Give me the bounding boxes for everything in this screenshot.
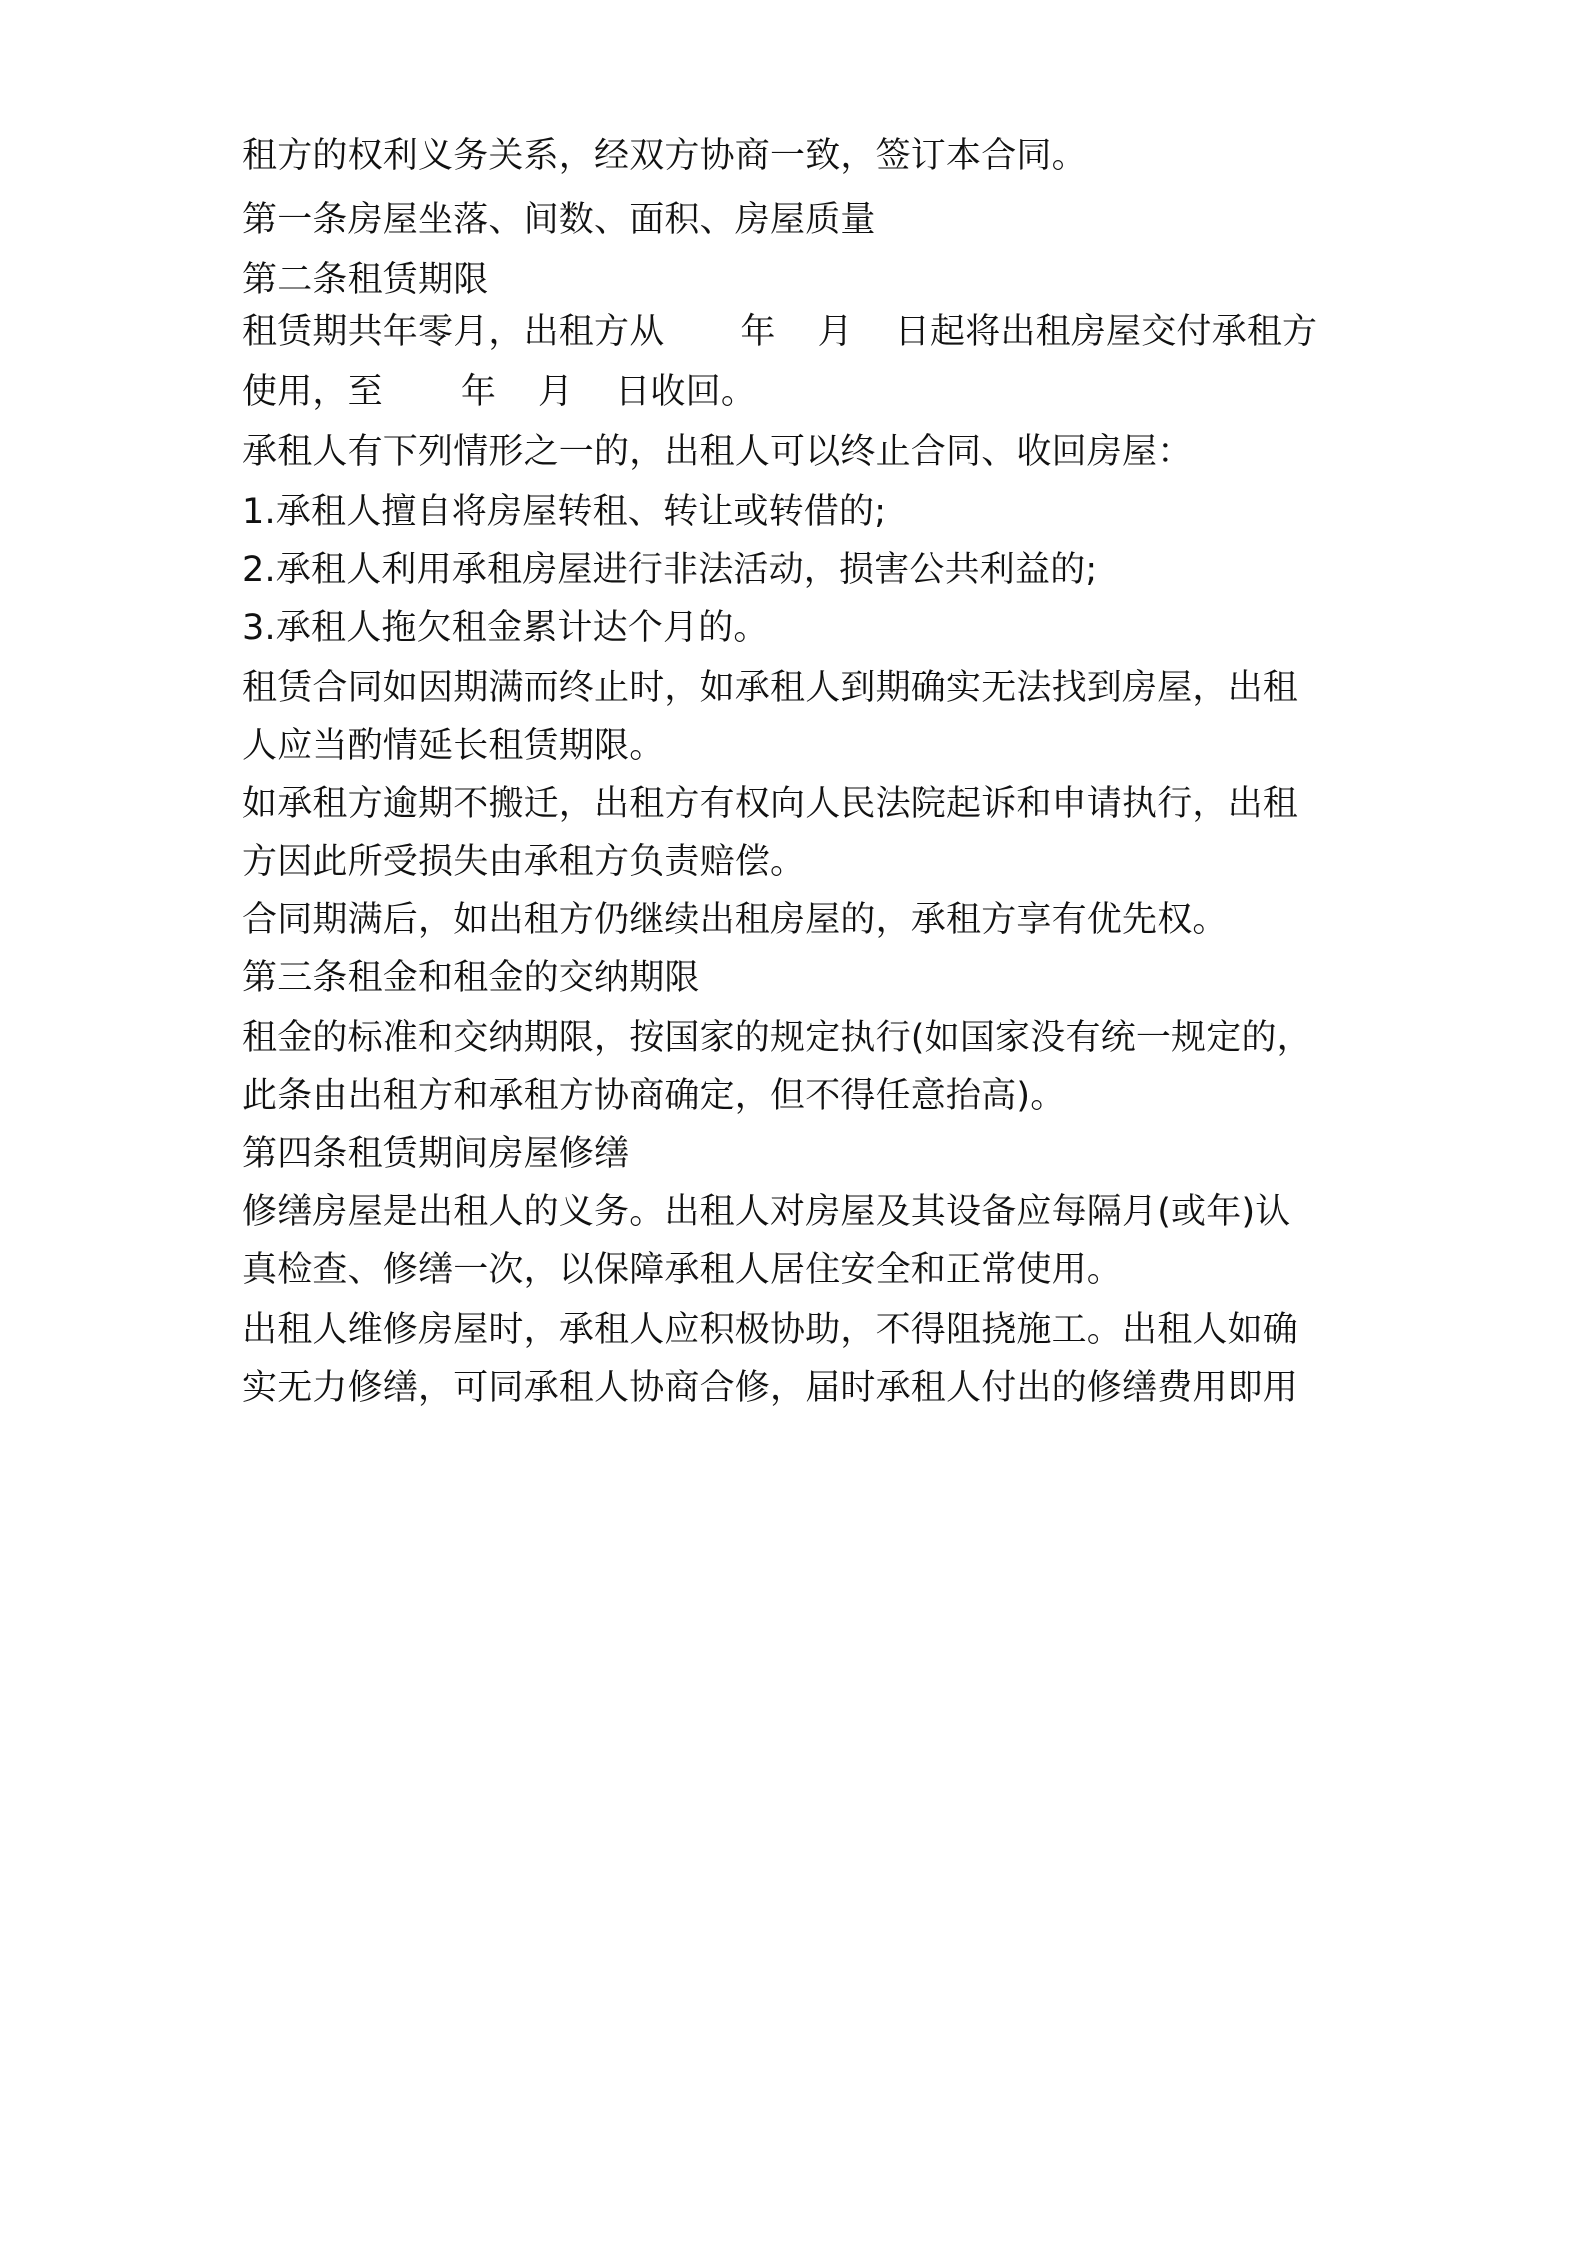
list-item: 3.承租人拖欠租金累计达个月的。: [242, 608, 769, 648]
section-heading: 第四条租赁期间房屋修缮: [242, 1134, 630, 1174]
text-line: 人应当酌情延长租赁期限。: [242, 726, 665, 766]
text-line: 租金的标准和交纳期限，按国家的规定执行(如国家没有统一规定的，: [242, 1018, 1312, 1058]
text-line: 修缮房屋是出租人的义务。出租人对房屋及其设备应每隔月(或年)认: [242, 1192, 1291, 1232]
text-line: 出租人维修房屋时，承租人应积极协助，不得阻挠施工。出租人如确: [242, 1310, 1299, 1350]
text-line: 方因此所受损失由承租方负责赔偿。: [242, 842, 806, 882]
list-item: 2.承租人利用承租房屋进行非法活动，损害公共利益的;: [242, 550, 1098, 590]
text-line: 如承租方逾期不搬迁，出租方有权向人民法院起诉和申请执行，出租: [242, 784, 1299, 824]
text-line: 实无力修缮，可同承租人协商合修，届时承租人付出的修缮费用即用: [242, 1368, 1299, 1408]
text-line: 此条由出租方和承租方协商确定，但不得任意抬高)。: [242, 1076, 1066, 1116]
text-line: 租赁期共年零月，出租方从 年 月 日起将出租房屋交付承租方: [242, 312, 1318, 352]
text-line: 租赁合同如因期满而终止时，如承租人到期确实无法找到房屋，出租: [242, 668, 1299, 708]
text-line: 使用，至 年 月 日收回。: [242, 372, 757, 412]
text-line: 真检查、修缮一次，以保障承租人居住安全和正常使用。: [242, 1250, 1123, 1290]
text-line: 承租人有下列情形之一的，出租人可以终止合同、收回房屋：: [242, 432, 1193, 472]
section-heading: 第三条租金和租金的交纳期限: [242, 958, 700, 998]
section-heading: 第二条租赁期限: [242, 260, 489, 300]
text-line: 租方的权利义务关系，经双方协商一致，签订本合同。: [242, 136, 1087, 176]
section-heading: 第一条房屋坐落、间数、面积、房屋质量: [242, 200, 876, 240]
text-line: 合同期满后，如出租方仍继续出租房屋的，承租方享有优先权。: [242, 900, 1228, 940]
list-item: 1.承租人擅自将房屋转租、转让或转借的;: [242, 492, 887, 532]
